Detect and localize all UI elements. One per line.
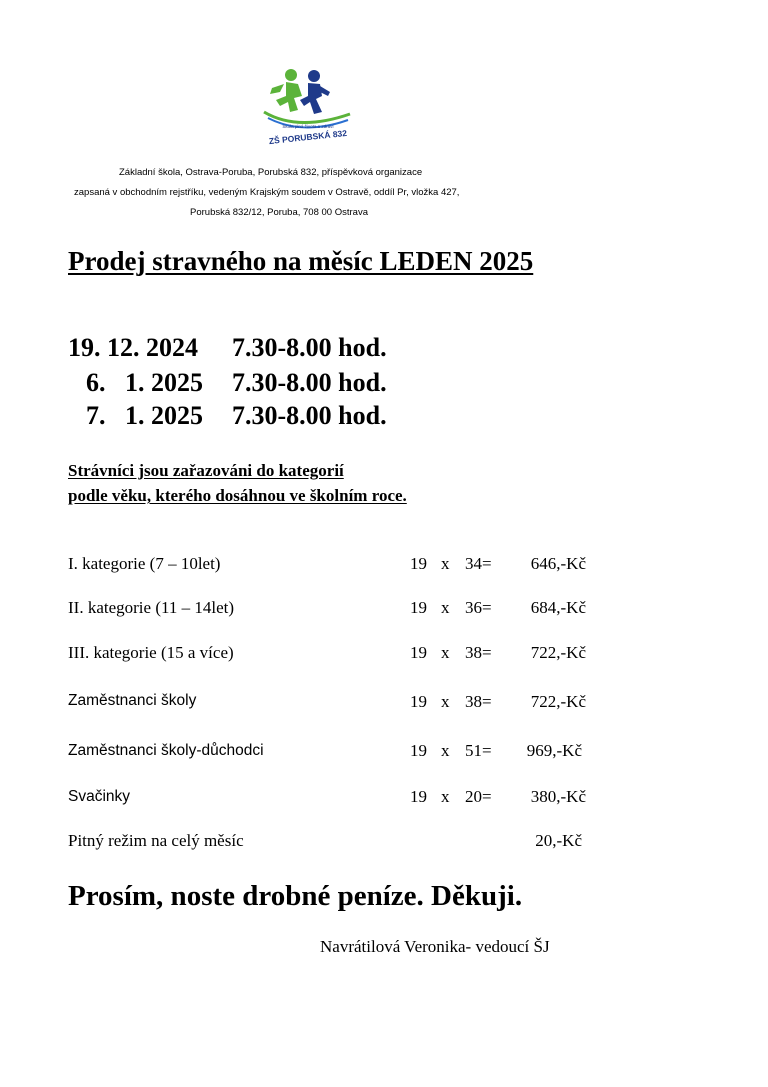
price-days: 19 bbox=[410, 598, 427, 617]
page-title: Prodej stravného na měsíc LEDEN 2025 bbox=[68, 246, 534, 276]
price-total: 722,-Kč bbox=[530, 692, 586, 711]
running-children-logo-icon bbox=[258, 66, 358, 148]
price-label: II. kategorie (11 – 14let) bbox=[68, 598, 234, 617]
price-total: 684,-Kč bbox=[530, 598, 586, 617]
org-line-3: Porubská 832/12, Poruba, 708 00 Ostrava bbox=[190, 207, 368, 218]
price-days: 19 bbox=[410, 692, 427, 711]
price-unit: 36= bbox=[465, 598, 492, 617]
price-total: 969,-Kč bbox=[526, 741, 582, 760]
price-label: I. kategorie (7 – 10let) bbox=[68, 554, 221, 573]
price-label: Pitný režim na celý měsíc bbox=[68, 831, 244, 850]
school-logo bbox=[258, 66, 358, 148]
org-line-1: Základní škola, Ostrava-Poruba, Porubská 832, příspěvková organizace bbox=[119, 167, 423, 178]
price-multiplier: x bbox=[441, 554, 450, 573]
price-unit: 38= bbox=[465, 692, 492, 711]
price-total: 20,-Kč bbox=[535, 831, 582, 850]
price-multiplier: x bbox=[441, 692, 450, 711]
price-total: 722,-Kč bbox=[530, 643, 586, 662]
price-unit: 51= bbox=[465, 741, 492, 760]
sale-date: 7. 1. 2025 bbox=[86, 401, 203, 430]
price-label: Svačinky bbox=[68, 788, 131, 805]
logo-tagline: Škola plná života a zdraví bbox=[282, 124, 334, 129]
price-days: 19 bbox=[410, 741, 427, 760]
sale-date: 6. 1. 2025 bbox=[86, 368, 203, 397]
category-note-line-2: podle věku, kterého dosáhnou ve školním roce. bbox=[68, 486, 407, 505]
sale-date-row bbox=[86, 368, 486, 398]
price-multiplier: x bbox=[441, 787, 450, 806]
org-line-2: zapsaná v obchodním rejstříku, vedeným Krajským soudem v Ostravě, oddíl Pr, vložka 427, bbox=[74, 187, 460, 198]
sale-date: 19. 12. 2024 bbox=[68, 333, 198, 362]
price-days: 19 bbox=[410, 554, 427, 573]
sale-time: 7.30-8.00 hod. bbox=[232, 401, 387, 430]
sale-time: 7.30-8.00 hod. bbox=[232, 368, 387, 397]
category-note-line-1: Strávníci jsou zařazováni do kategorií bbox=[68, 461, 344, 480]
price-days: 19 bbox=[410, 787, 427, 806]
price-multiplier: x bbox=[441, 598, 450, 617]
price-label: III. kategorie (15 a více) bbox=[68, 643, 234, 662]
price-unit: 20= bbox=[465, 787, 492, 806]
price-unit: 34= bbox=[465, 554, 492, 573]
sale-date-row bbox=[68, 333, 468, 363]
closing-note: Prosím, noste drobné peníze. Děkuji. bbox=[68, 880, 523, 912]
price-total: 380,-Kč bbox=[530, 787, 586, 806]
price-label: Zaměstnanci školy bbox=[68, 692, 197, 709]
signature: Navrátilová Veronika- vedoucí ŠJ bbox=[320, 937, 550, 956]
logo-text: ZŠ PORUBSKÁ 832 bbox=[268, 127, 348, 147]
price-unit: 38= bbox=[465, 643, 492, 662]
price-multiplier: x bbox=[441, 643, 450, 662]
price-label: Zaměstnanci školy-důchodci bbox=[68, 742, 264, 759]
price-total: 646,-Kč bbox=[530, 554, 586, 573]
sale-date-row bbox=[86, 401, 486, 431]
price-days: 19 bbox=[410, 643, 427, 662]
sale-time: 7.30-8.00 hod. bbox=[232, 333, 387, 362]
price-multiplier: x bbox=[441, 741, 450, 760]
